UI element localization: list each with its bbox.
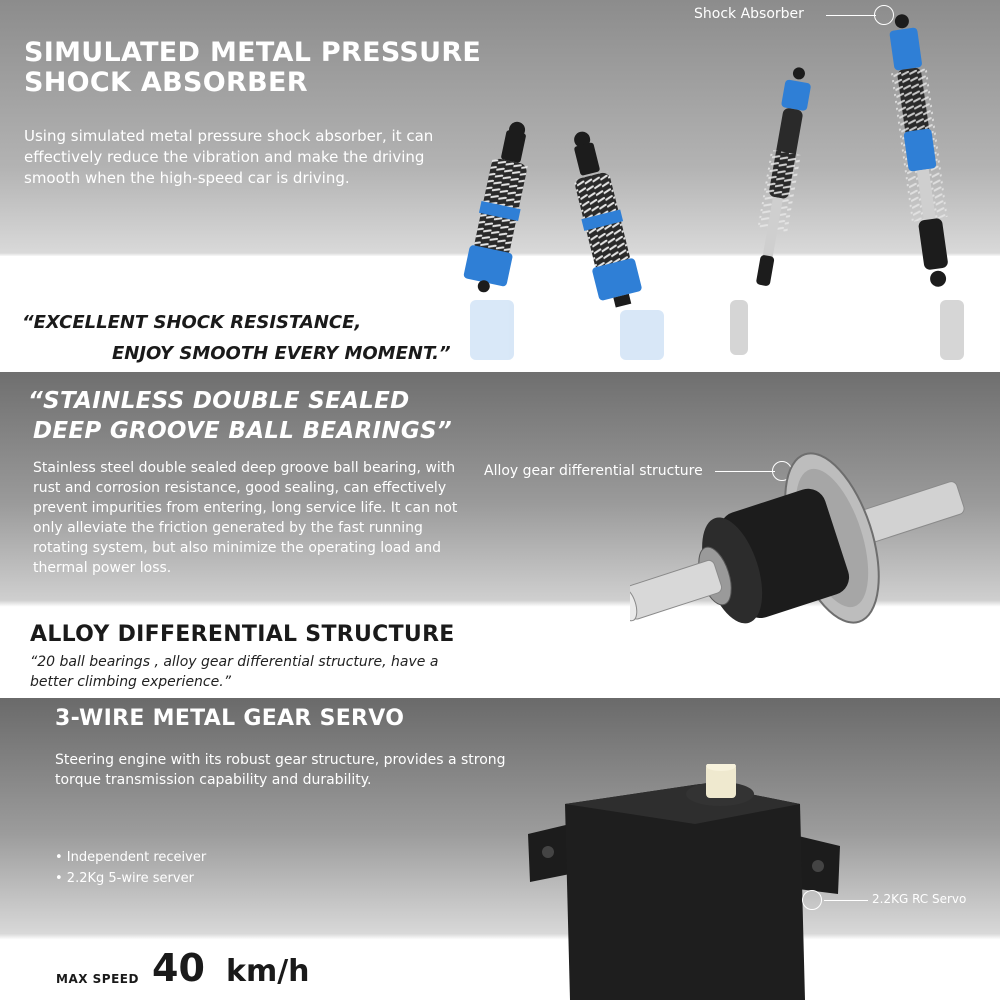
servo-callout-line: [824, 900, 868, 901]
bearings-section: [0, 372, 1000, 698]
shock-title-line2: SHOCK ABSORBER: [24, 67, 308, 98]
bearings-paragraph: Stainless steel double sealed deep groove ball bearing, with rust and corrosion resistance, good sealing, can effectively prevent impurities from entering, long service life. It can not only alleviate the friction generated by the fast running rotating system, but also minimize the operating load and thermal power loss.: [33, 460, 458, 576]
differential-callout-label: Alloy gear differential structure: [484, 463, 703, 479]
servo-bullet-2: • 2.2Kg 5-wire server: [55, 871, 194, 886]
servo-image: [520, 764, 850, 1000]
servo-section: [0, 698, 1000, 1000]
max-speed-value: 40: [152, 946, 205, 990]
servo-callout-ring: [802, 890, 822, 910]
bearings-title-line1: “STAINLESS DOUBLE SEALED: [28, 388, 410, 414]
servo-title: 3-WIRE METAL GEAR SERVO: [55, 706, 405, 731]
bearings-title-line2: DEEP GROOVE BALL BEARINGS”: [33, 418, 453, 444]
shock-title-line1: SIMULATED METAL PRESSURE: [24, 37, 482, 68]
servo-bullet-1: • Independent receiver: [55, 850, 207, 865]
max-speed-label: MAX SPEED: [56, 972, 139, 986]
differential-quote: “20 ball bearings , alloy gear differential structure, have a better climbing experience.”: [30, 654, 439, 690]
max-speed-unit: km/h: [226, 954, 310, 989]
shock-quote-line1: “EXCELLENT SHOCK RESISTANCE,: [22, 312, 362, 333]
shock-callout-label: Shock Absorber: [694, 6, 804, 22]
differential-image: [630, 452, 980, 652]
shock-quote-line2: ENJOY SMOOTH EVERY MOMENT.”: [112, 343, 451, 364]
shock-absorber-section: [0, 0, 1000, 372]
shock-absorbers-image: [440, 0, 1000, 372]
bearings-title: [28, 386, 452, 446]
servo-paragraph: Steering engine with its robust gear structure, provides a strong torque transmission capability and durability.: [55, 752, 506, 788]
shock-title: [24, 38, 481, 98]
differential-title: ALLOY DIFFERENTIAL STRUCTURE: [30, 622, 455, 647]
shock-paragraph: Using simulated metal pressure shock absorber, it can effectively reduce the vibration and make the driving smooth when the high-speed car is driving.: [24, 127, 434, 187]
servo-callout-label: 2.2KG RC Servo: [872, 892, 967, 906]
